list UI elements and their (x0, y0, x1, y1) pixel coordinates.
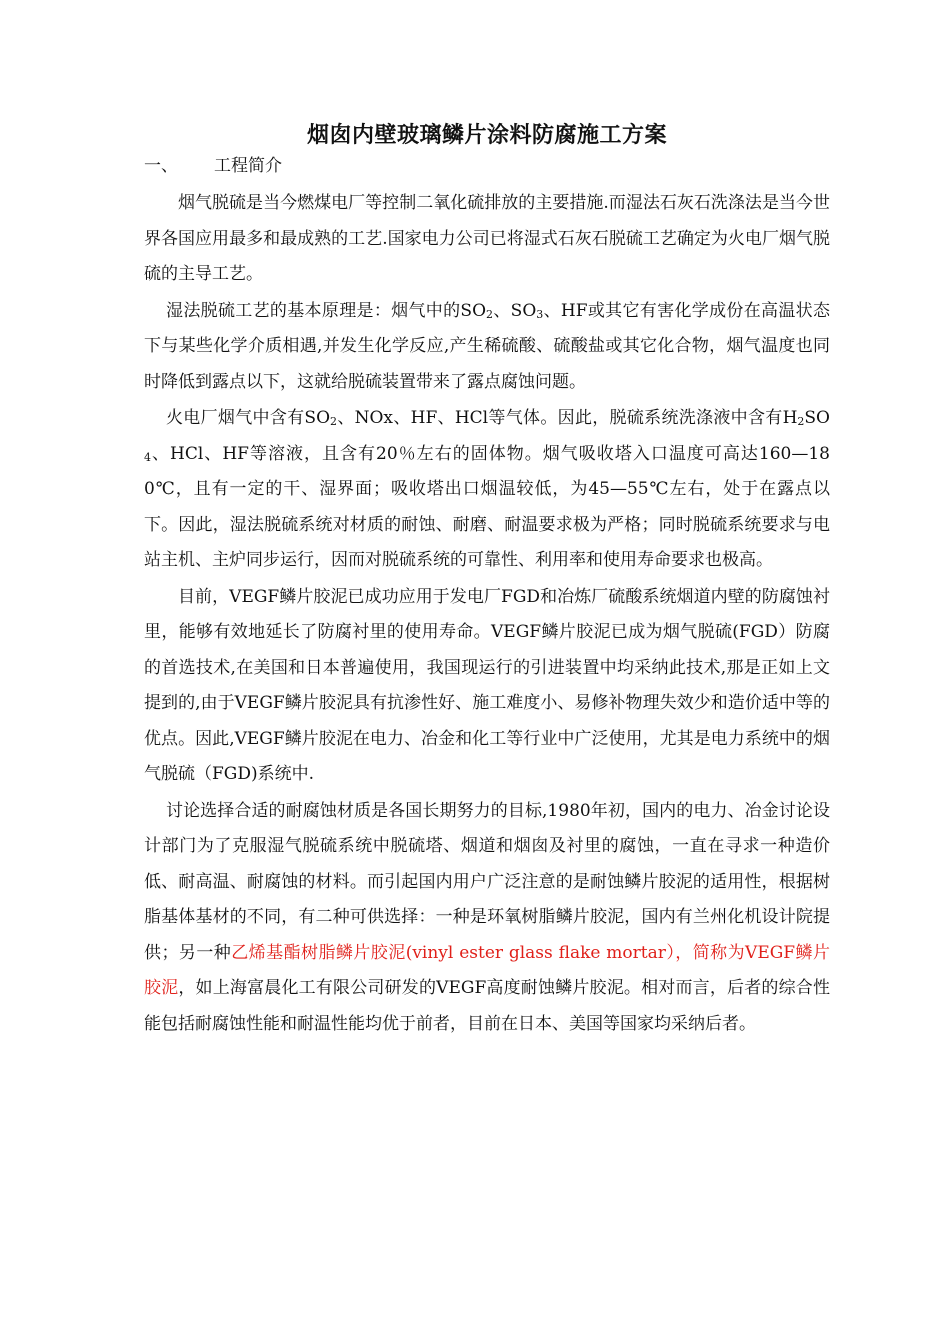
document-title: 烟囱内壁玻璃鳞片涂料防腐施工方案 (306, 123, 667, 148)
paragraph-5: 讨论选择合适的耐腐蚀材质是各国长期努力的目标,1980年初，国内的电力、冶金讨论设计部门为了克服湿气脱硫系统中脱硫塔、烟道和烟囱及衬里的腐蚀，一直在寻求一种造价低、耐高温、耐腐蚀的材料。而引起国内用户广泛注意的是耐蚀鳞片胶泥的适用性，根据树脂基体基材的不同，有二种可供选择：一种是环氧树脂鳞片胶泥，国内有兰州化机设计院提供；另一种乙烯基酯树脂鳞片胶泥(vinyl ester glass flake mortar），简称为VEGF鳞片胶泥，如上海富晨化工有限公司研发的VEGF高度耐蚀鳞片胶泥。相对而言，后者的综合性能包括耐腐蚀性能和耐温性能均优于前者，目前在日本、美国等国家均采纳后者。 (144, 800, 830, 1034)
paragraph-4: 目前，VEGF鳞片胶泥已成功应用于发电厂FGD和冶炼厂硫酸系统烟道内壁的防腐蚀衬里，能够有效地延长了防腐衬里的使用寿命。VEGF鳞片胶泥已成为烟气脱硫(FGD）防腐的首选技术,在美国和日本普遍使用，我国现运行的引进装置中均采纳此技术,那是正如上文提到的,由于VEGF鳞片胶泥具有抗渗性好、施工难度小、易修补物理失效少和造价适中等的优点。因此,VEGF鳞片胶泥在电力、冶金和化工等行业中广泛使用，尤其是电力系统中的烟气脱硫（FGD)系统中. (144, 586, 830, 784)
paragraph-3: 火电厂烟气中含有$SO_2$、NOx、HF、HCl等气体。因此，脱硫系统洗涤液中含有$H_2SO_4$、HCl、HF等溶液，且含有20％左右的固体物。烟气吸收塔入口温度可高达160—180℃，且有一定的干、湿界面；吸收塔出口烟温较低，为45—55℃左右，处于在露点以下。因此，湿法脱硫系统对材质的耐蚀、耐磨、耐温要求极为严格；同时脱硫系统要求与电站主机、主炉同步运行，因而对脱硫系统的可靠性、利用率和使用寿命要求也极高。 (144, 408, 830, 570)
paragraph-1: 烟气脱硫是当今燃煤电厂等控制二氧化硫排放的主要措施.而湿法石灰石洗涤法是当今世界各国应用最多和最成熟的工艺.国家电力公司已将湿式石灰石脱硫工艺确定为火电厂烟气脱硫的主导工艺。 (144, 193, 830, 284)
highlighted-text: 乙烯基酯树脂鳞片胶泥(vinyl ester glass flake mortar），简称为VEGF鳞片胶泥 (144, 942, 830, 998)
section-heading (144, 150, 830, 182)
paragraph-2: 湿法脱硫工艺的基本原理是：烟气中的$SO_2$、$SO_3$、HF或其它有害化学成份在高温状态下与某些化学介质相遇,并发生化学反应,产生稀硫酸、硫酸盐或其它化合物，烟气温度也同时降低到露点以下，这就给脱硫装置带来了露点腐蚀问题。 (144, 300, 830, 392)
section-title: 工程简介 (214, 156, 282, 176)
section-number: 一、 (144, 156, 178, 176)
